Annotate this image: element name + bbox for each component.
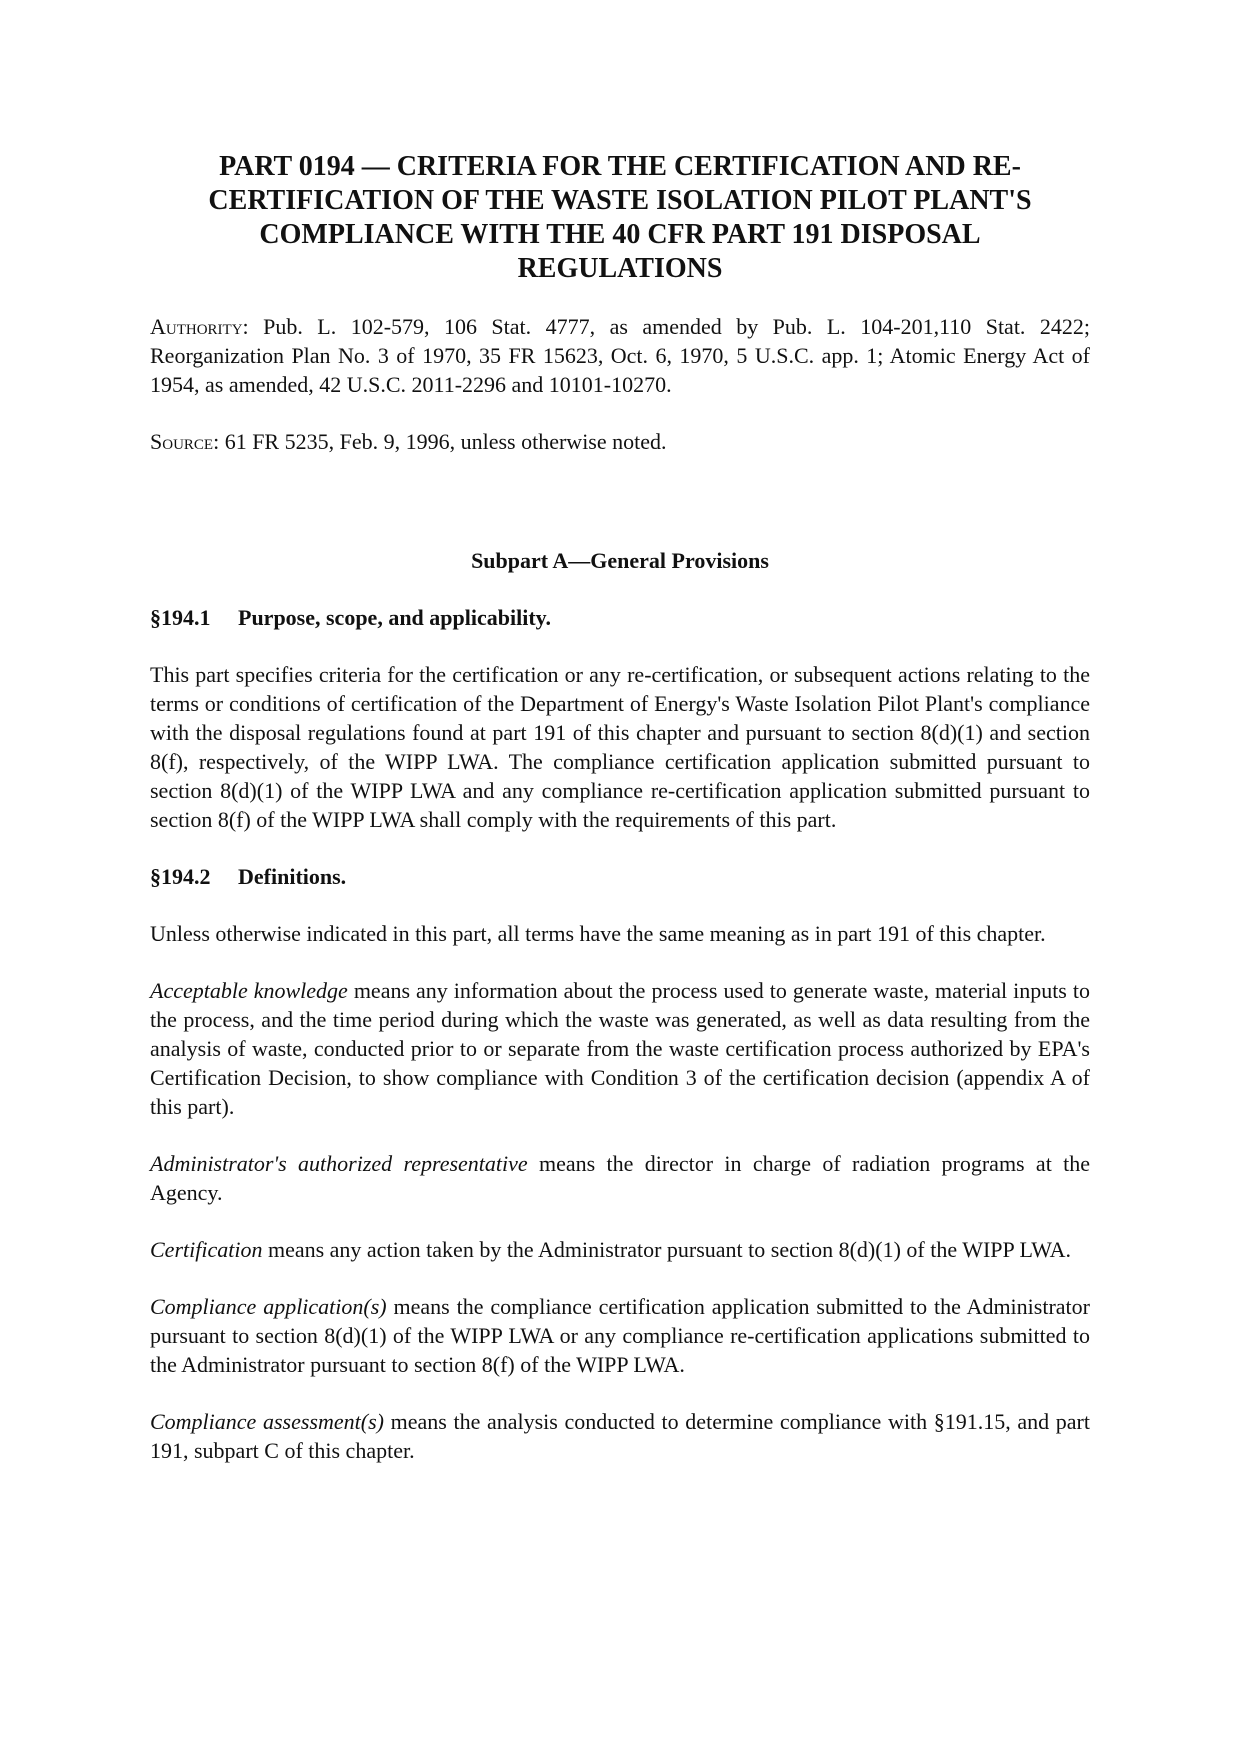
section-spacer <box>150 484 1090 546</box>
section-title: Definitions. <box>238 864 347 889</box>
authority-label: Authority <box>150 314 243 339</box>
source-label: Source <box>150 429 214 454</box>
section-number: §194.2 <box>150 864 211 889</box>
definition-text: means the analysis conducted to determine compliance with §191.15, and part 191, subpart C of this chapter. <box>150 1409 1090 1463</box>
definition-text: means any information about the process used to generate waste, material inputs to the process, and the time period during which the waste was generated, as well as data resulting from the analysis of waste, conducted prior to or separate from the waste certification process authorized by EPA's Certification Decision, to show compliance with Condition 3 of the certification decision (appendix A of this part). <box>150 978 1090 1119</box>
subpart-heading: Subpart A—General Provisions <box>471 548 769 573</box>
definition-term: Administrator's authorized representative <box>150 1151 528 1176</box>
authority-paragraph <box>150 312 1090 399</box>
section-title: Purpose, scope, and applicability. <box>238 605 551 630</box>
section-number: §194.1 <box>150 605 211 630</box>
definition-text: means any action taken by the Administrator pursuant to section 8(d)(1) of the WIPP LWA. <box>262 1237 1071 1262</box>
definition-compliance-assessments <box>150 1407 1090 1465</box>
section-body-194-1: This part specifies criteria for the certification or any re-certification, or subsequent actions relating to the terms or conditions of certification of the Department of Energy's Waste Isolation Pilot Plant's compliance with the disposal regulations found at part 191 of this chapter and pursuant to section 8(d)(1) and section 8(f), respectively, of the WIPP LWA. The compliance certification application submitted pursuant to section 8(d)(1) of the WIPP LWA and any compliance re-certification application submitted pursuant to section 8(f) of the WIPP LWA shall comply with the requirements of this part. <box>150 662 1090 832</box>
section-heading-194-2 <box>150 862 1090 891</box>
document-page <box>150 150 1090 1493</box>
section-heading-194-1 <box>150 603 1090 632</box>
source-paragraph <box>150 427 1090 456</box>
definition-certification <box>150 1235 1090 1264</box>
definition-term: Compliance application(s) <box>150 1294 387 1319</box>
definition-term: Certification <box>150 1237 263 1262</box>
definition-compliance-applications <box>150 1292 1090 1379</box>
section-body-194-2: Unless otherwise indicated in this part, all terms have the same meaning as in part 191 of this chapter. <box>150 921 1046 946</box>
definition-term: Compliance assessment(s) <box>150 1409 384 1434</box>
part-title: PART 0194 — CRITERIA FOR THE CERTIFICATION AND RE-CERTIFICATION OF THE WASTE ISOLATION PILOT PLANT'S COMPLIANCE WITH THE 40 CFR PART 191 DISPOSAL REGULATIONS <box>208 151 1032 284</box>
definition-authorized-representative <box>150 1149 1090 1207</box>
authority-text: : Pub. L. 102-579, 106 Stat. 4777, as amended by Pub. L. 104-201,110 Stat. 2422; Reorganization Plan No. 3 of 1970, 35 FR 15623, Oct. 6, 1970, 5 U.S.C. app. 1; Atomic Energy Act of 1954, as amended, 42 U.S.C. 2011-2296 and 10101-10270. <box>150 314 1090 397</box>
definition-term: Acceptable knowledge <box>150 978 348 1003</box>
definition-acceptable-knowledge <box>150 976 1090 1121</box>
definition-text: means the director in charge of radiation programs at the Agency. <box>150 1151 1090 1205</box>
definition-text: means the compliance certification application submitted to the Administrator pursuant to section 8(d)(1) of the WIPP LWA or any compliance re-certification applications submitted to the Administrator pursuant to section 8(f) of the WIPP LWA. <box>150 1294 1090 1377</box>
source-text: : 61 FR 5235, Feb. 9, 1996, unless otherwise noted. <box>213 429 667 454</box>
